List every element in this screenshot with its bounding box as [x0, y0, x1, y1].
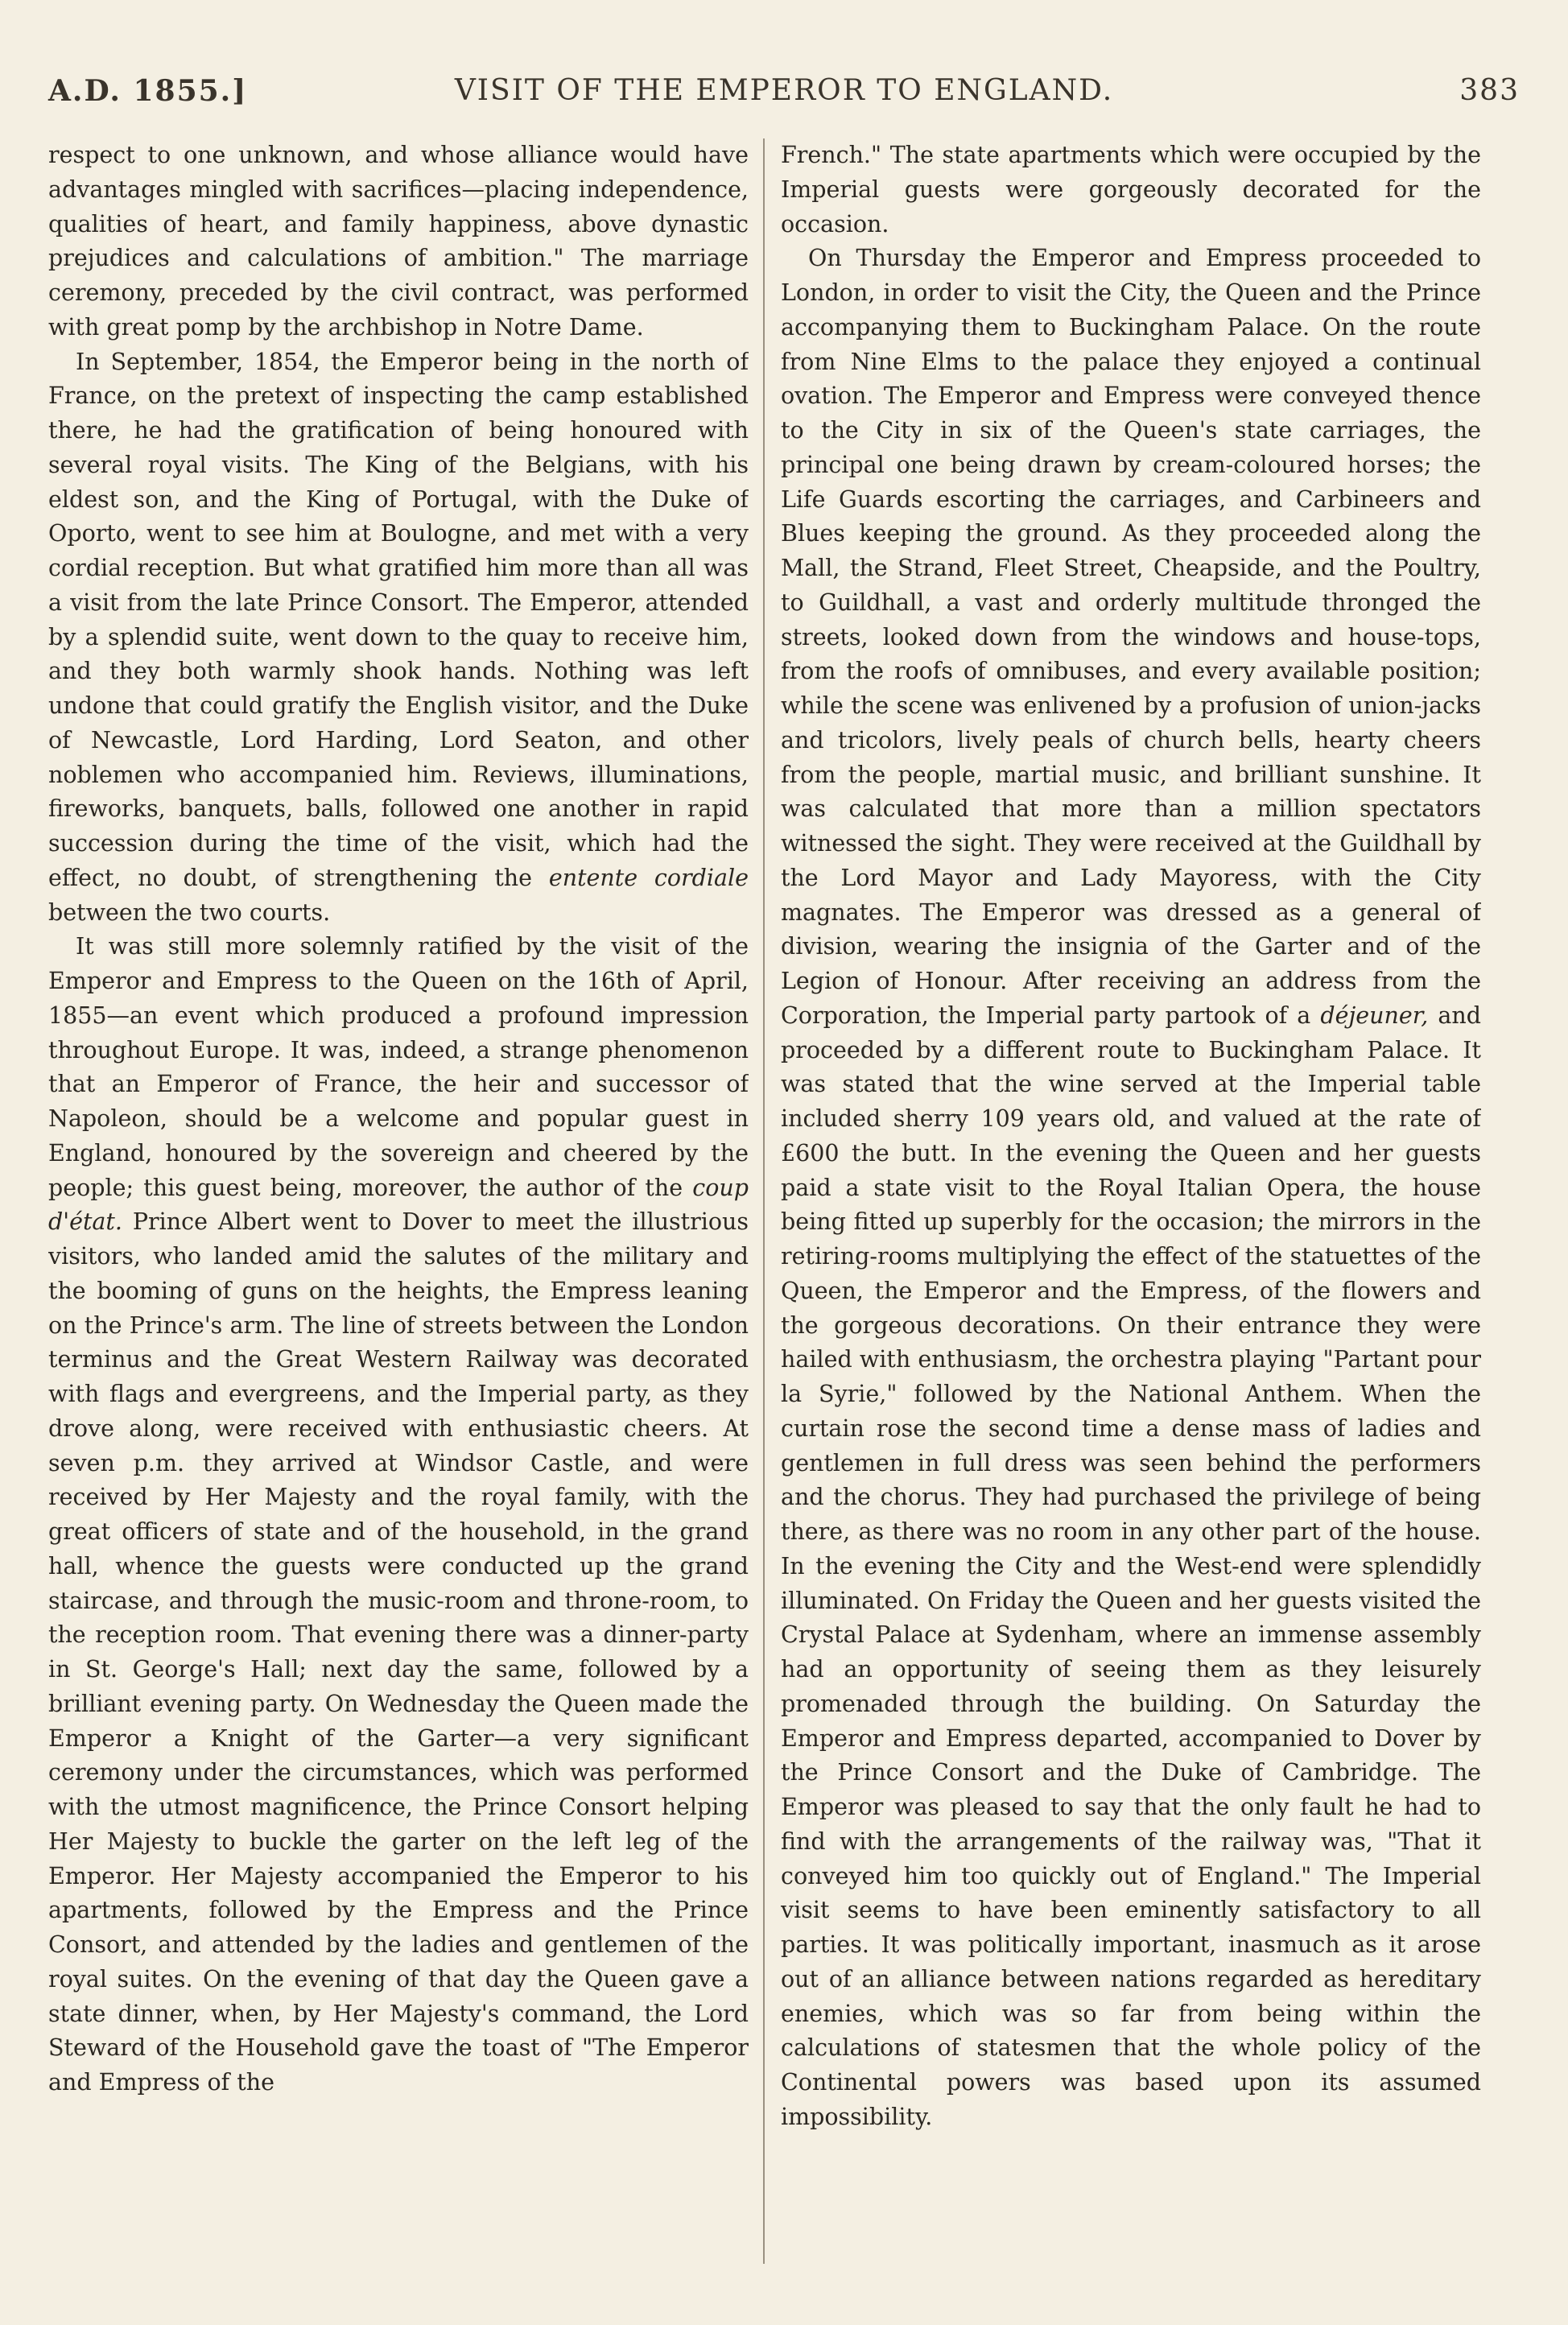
page-number: 383 [1459, 74, 1520, 107]
paragraph-text: respect to one unknown, and whose alliance would have advantages mingled with sacrifices—placing independence, qualities of heart, and family happiness, above dynastic prejudices and calculations of ambition." The marriage ceremony, preceded by the civil contract, was performed with great pomp by the archbishop in Notre Dame. [48, 142, 749, 341]
paragraph [48, 930, 749, 2100]
column-divider [763, 138, 765, 2264]
left-column [48, 138, 749, 2264]
paragraph-text: French." The state apartments which were occupied by the Imperial guests were gorgeously decorated for the occasion. [781, 142, 1481, 237]
running-head [48, 74, 1520, 122]
paragraph-text: between the two courts. [48, 898, 331, 926]
paragraph-text: In September, 1854, the Emperor being in the north of France, on the pretext of inspecting the camp established there, he had the gratification of being honoured with several royal visits. The King of the Belgians, with his eldest son, and the King of Portugal, with the Duke of Oporto, went to see him at Boulogne, and met with a very cordial reception. But what gratified him more than all was a visit from the late Prince Consort. The Emperor, attended by a splendid suite, went down to the quay to receive him, and they both warmly shook hands. Nothing was left undone that could gratify the English visitor, and the Duke of Newcastle, Lord Harding, Lord Seaton, and other noblemen who accompanied him. Reviews, illuminations, fireworks, banquets, balls, followed one another in rapid succession during the time of the visit, which had the effect, no doubt, of strengthening the [48, 348, 749, 891]
italic-phrase: coup d'état. [48, 1174, 749, 1236]
italic-phrase: entente cordiale [548, 864, 749, 891]
paragraph-text: On Thursday the Emperor and Empress proceeded to London, in order to visit the City, the Queen and the Prince accompanying them to Buckingham Palace. On the route from Nine Elms to the palace they enjoyed a continual ovation. The Emperor and Empress were conveyed thence to the City in six of the Queen's state carriages, the principal one being drawn by cream-coloured horses; the Life Guards escorting the carriages, and Carbineers and Blues keeping the ground. As they proceeded along the Mall, the Strand, Fleet Street, Cheapside, and the Poultry, to Guildhall, a vast and orderly multitude thronged the streets, looked down from the windows and house-tops, from the roofs of omnibuses, and every available position; while the scene was enlivened by a profusion of union-jacks and tricolors, lively peals of church bells, hearty cheers from the people, martial music, and brilliant sunshine. It was calculated that more than a million spectators witnessed the sight. They were received at the Guildhall by the Lord Mayor and Lady Mayoress, with the City magnates. The Emperor was dressed as a general of division, wearing the insignia of the Garter and of the Legion of Honour. After receiving an address from the Corporation, the Imperial party partook of a [781, 245, 1481, 1029]
paragraph [48, 138, 749, 345]
italic-phrase: déjeuner, [1320, 1001, 1429, 1029]
header-date: A.D. 1855.] [48, 74, 248, 108]
paragraph-text: It was still more solemnly ratified by the visit of the Emperor and Empress to the Queen on the 16th of April, 1855—an event which produced a profound impression throughout Europe. It was, indeed, a strange phenomenon that an Emperor of France, the heir and successor of Napoleon, should be a welcome and popular guest in England, honoured by the sovereign and cheered by the people; this guest being, moreover, the author of the [48, 933, 749, 1201]
paragraph [781, 138, 1481, 242]
paragraph-text: and proceeded by a different route to Buckingham Palace. It was stated that the wine served at the Imperial table included sherry 109 years old, and valued at the rate of £600 the butt. In the evening the Queen and her guests paid a state visit to the Royal Italian Opera, the house being fitted up superbly for the occasion; the mirrors in the retiring-rooms multiplying the effect of the statuettes of the Queen, the Emperor and the Empress, of the flowers and the gorgeous decorations. On their entrance they were hailed with enthusiasm, the orchestra playing "Partant pour la Syrie," followed by the National Anthem. When the curtain rose the second time a dense mass of ladies and gentlemen in full dress was seen behind the performers and the chorus. They had purchased the privilege of being there, as there was no room in any other part of the house. In the evening the City and the West-end were splendidly illuminated. On Friday the Queen and her guests visited the Crystal Palace at Sydenham, where an immense assembly had an opportunity of seeing them as they leisurely promenaded through the building. On Saturday the Emperor and Empress departed, accompanied to Dover by the Prince Consort and the Duke of Cambridge. The Emperor was pleased to say that the only fault he had to find with the arrangements of the railway was, "That it conveyed him too quickly out of England." The Imperial visit seems to have been eminently satisfactory to all parties. It was politically important, inasmuch as it arose out of an alliance between nations regarded as hereditary enemies, which was so far from being within the calculations of statesmen that the whole policy of the Continental powers was based upon its assumed impossibility. [781, 1001, 1481, 2130]
paragraph [48, 345, 749, 931]
text-columns [48, 138, 1481, 2264]
paragraph-text: Prince Albert went to Dover to meet the illustrious visitors, who landed amid the salutes of the military and the booming of guns on the heights, the Empress leaning on the Prince's arm. The line of streets between the London terminus and the Great Western Railway was decorated with flags and evergreens, and the Imperial party, as they drove along, were received with enthusiastic cheers. At seven p.m. they arrived at Windsor Castle, and were received by Her Majesty and the royal family, with the great officers of state and of the household, in the grand hall, whence the guests were conducted up the grand staircase, and through the music-room and throne-room, to the reception room. That evening there was a dinner-party in St. George's Hall; next day the same, followed by a brilliant evening party. On Wednesday the Queen made the Emperor a Knight of the Garter—a very significant ceremony under the circumstances, which was performed with the utmost magnificence, the Prince Consort helping Her Majesty to buckle the garter on the left leg of the Emperor. Her Majesty accompanied the Emperor to his apartments, followed by the Empress and the Prince Consort, and attended by the ladies and gentlemen of the royal suites. On the evening of that day the Queen gave a state dinner, when, by Her Majesty's command, the Lord Steward of the Household gave the toast of "The Emperor and Empress of the [48, 1208, 749, 2096]
right-column [781, 138, 1481, 2264]
header-title: VISIT OF THE EMPEROR TO ENGLAND. [454, 74, 1114, 107]
paragraph [781, 242, 1481, 2134]
